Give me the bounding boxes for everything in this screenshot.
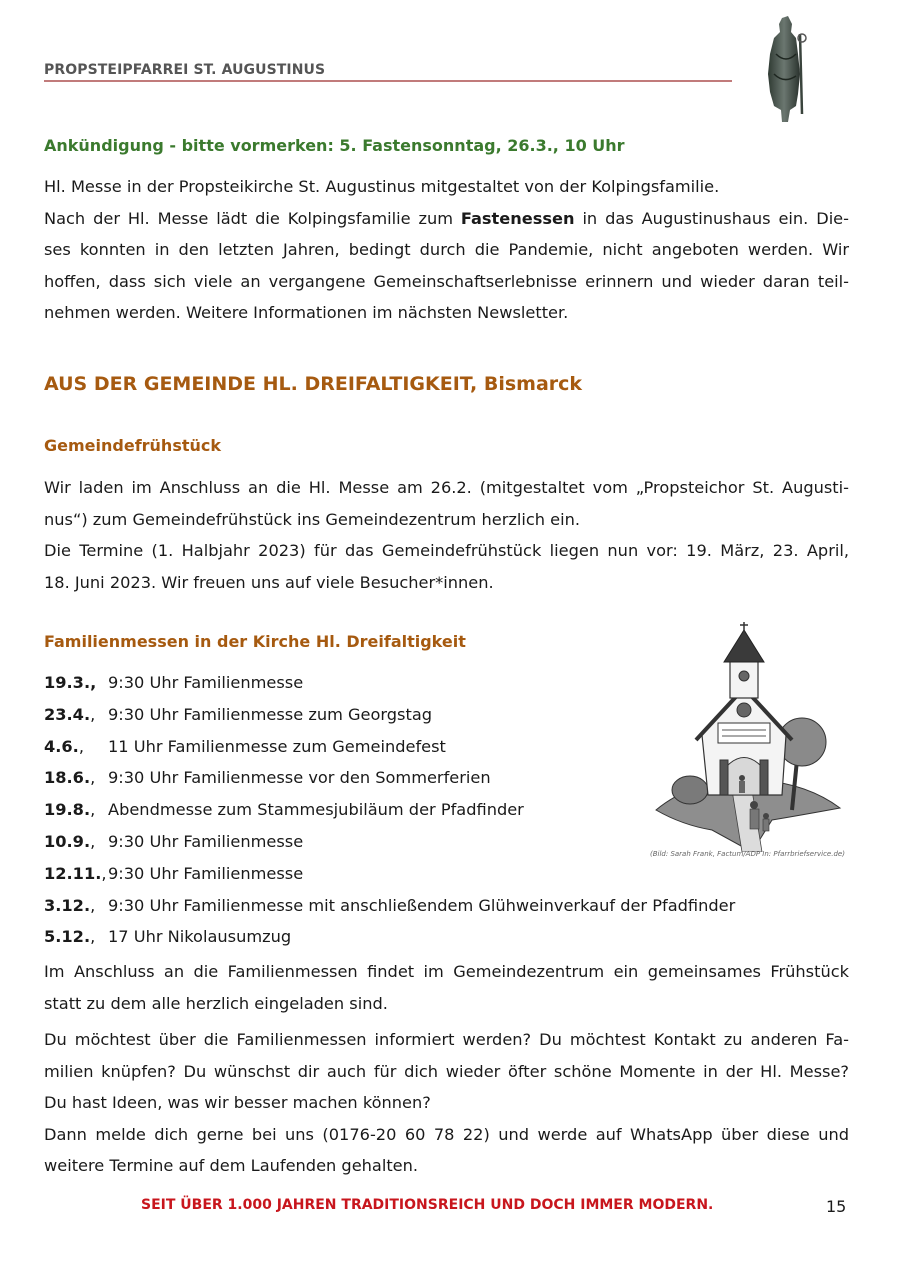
event-date-bold: 3.12. xyxy=(44,895,91,915)
announcement-heading: Ankündigung - bitte vormerken: 5. Fastensonntag, 26.3., 10 Uhr xyxy=(44,136,625,155)
family-masses-heading: Familienmessen in der Kirche Hl. Dreifaltigkeit xyxy=(44,632,466,651)
breakfast-line: Wir laden im Anschluss an die Hl. Messe am 26.2. (mitgestaltet vom „Propsteichor St. Augusti- xyxy=(44,478,849,497)
event-date-bold: 12.11. xyxy=(44,863,102,883)
event-date xyxy=(44,699,108,731)
event-description: 9:30 Uhr Familienmesse xyxy=(108,863,304,883)
event-date xyxy=(44,762,108,794)
contact-line: Du hast Ideen, was wir besser machen können? xyxy=(44,1093,431,1113)
event-date xyxy=(44,731,108,763)
page-number: 15 xyxy=(826,1197,847,1216)
image-credit: (Bild: Sarah Frank, Factum/ADP In: Pfarrbriefservice.de) xyxy=(650,850,845,858)
event-date-suffix: , xyxy=(90,704,96,724)
after-masses-text xyxy=(44,956,849,1019)
contact-line: weitere Termine auf dem Laufenden gehalten. xyxy=(44,1156,419,1176)
event-date xyxy=(44,794,108,826)
event-item xyxy=(44,731,735,763)
event-item xyxy=(44,826,735,858)
contact-line: Du möchtest über die Familienmessen informiert werden? Du möchtest Kontakt zu anderen Fa- xyxy=(44,1030,849,1049)
event-date-bold: 23.4. xyxy=(44,704,91,724)
footer-slogan: SEIT ÜBER 1.000 JAHREN TRADITIONSREICH UND DOCH IMMER MODERN. xyxy=(141,1197,714,1213)
breakfast-body xyxy=(44,472,849,598)
event-description: 9:30 Uhr Familienmesse xyxy=(108,831,304,851)
highlight-fastenessen: Fastenessen xyxy=(460,208,575,228)
breakfast-line: 18. Juni 2023. Wir freuen uns auf viele Besucher*innen. xyxy=(44,572,494,592)
event-date xyxy=(44,921,108,953)
event-item xyxy=(44,667,735,699)
event-date-suffix: , xyxy=(90,768,96,788)
contact-text xyxy=(44,1024,849,1182)
event-description: 9:30 Uhr Familienmesse mit anschließendem Glühweinverkauf der Pfadfinder xyxy=(108,895,736,915)
event-date xyxy=(44,826,108,858)
event-date-bold: 18.6. xyxy=(44,768,91,788)
event-date xyxy=(44,890,108,922)
event-date-suffix: , xyxy=(90,927,96,947)
event-description: 11 Uhr Familienmesse zum Gemeindefest xyxy=(108,736,446,756)
event-date xyxy=(44,667,108,699)
announcement-line: nehmen werden. Weitere Informationen im nächsten Newsletter. xyxy=(44,303,569,323)
event-date-suffix: , xyxy=(90,831,96,851)
breakfast-heading: Gemeindefrühstück xyxy=(44,436,222,455)
event-item xyxy=(44,762,735,794)
announcement-line: Hl. Messe in der Propsteikirche St. Augustinus mitgestaltet von der Kolpingsfamilie. xyxy=(44,177,720,196)
section-heading: AUS DER GEMEINDE HL. DREIFALTIGKEIT, Bismarck xyxy=(44,373,583,395)
event-item xyxy=(44,921,735,953)
breakfast-line: nus“) zum Gemeindefrühstück ins Gemeindezentrum herzlich ein. xyxy=(44,509,581,529)
breakfast-line: Die Termine (1. Halbjahr 2023) für das Gemeindefrühstück liegen nun vor: 19. März, 23. April, xyxy=(44,541,849,561)
announcement-body xyxy=(44,171,849,329)
event-date-suffix: , xyxy=(90,800,96,820)
event-date-suffix: , xyxy=(78,736,84,756)
event-date-bold: 19.8. xyxy=(44,800,91,820)
event-description: 9:30 Uhr Familienmesse xyxy=(108,673,304,692)
contact-line: Dann melde dich gerne bei uns (0176-20 60 78 22) und werde auf WhatsApp über diese und xyxy=(44,1124,849,1144)
saint-augustine-statue-icon xyxy=(756,14,816,126)
event-date xyxy=(44,858,108,890)
event-description: 9:30 Uhr Familienmesse vor den Sommerferien xyxy=(108,768,491,788)
event-date-suffix: , xyxy=(90,895,96,915)
event-description: 9:30 Uhr Familienmesse zum Georgstag xyxy=(108,704,433,724)
event-item xyxy=(44,858,735,890)
header-divider xyxy=(44,80,732,82)
text-span: in das Augustinushaus ein. Die- xyxy=(574,208,849,228)
header-title: PROPSTEIPFARREI ST. AUGUSTINUS xyxy=(44,62,326,78)
event-item xyxy=(44,699,735,731)
event-date-bold: 4.6. xyxy=(44,736,79,756)
event-item xyxy=(44,890,735,922)
announcement-line: hoffen, dass sich viele an vergangene Gemeinschaftserlebnisse erinnern und wieder daran teil- xyxy=(44,271,849,291)
event-date-suffix: , xyxy=(101,863,107,883)
event-list xyxy=(44,667,735,953)
event-date-bold: 19.3., xyxy=(44,673,97,692)
text-span: Nach der Hl. Messe lädt die Kolpingsfamilie zum xyxy=(44,208,461,228)
after-line: Im Anschluss an die Familienmessen findet im Gemeindezentrum ein gemeinsames Frühstück xyxy=(44,962,849,981)
contact-line: milien knüpfen? Du wünschst dir auch für dich wieder öfter schöne Momente in der Hl. Messe? xyxy=(44,1061,849,1081)
event-date-bold: 10.9. xyxy=(44,831,91,851)
after-line: statt zu dem alle herzlich eingeladen sind. xyxy=(44,993,388,1013)
announcement-line: ses konnten in den letzten Jahren, bedingt durch die Pandemie, nicht angeboten werden. Wir xyxy=(44,240,849,260)
event-description: 17 Uhr Nikolausumzug xyxy=(108,927,292,947)
event-item xyxy=(44,794,735,826)
announcement-line xyxy=(44,203,849,235)
event-date-bold: 5.12. xyxy=(44,927,91,947)
church-family-illustration-icon xyxy=(652,620,842,852)
event-description: Abendmesse zum Stammesjubiläum der Pfadfinder xyxy=(108,800,524,820)
